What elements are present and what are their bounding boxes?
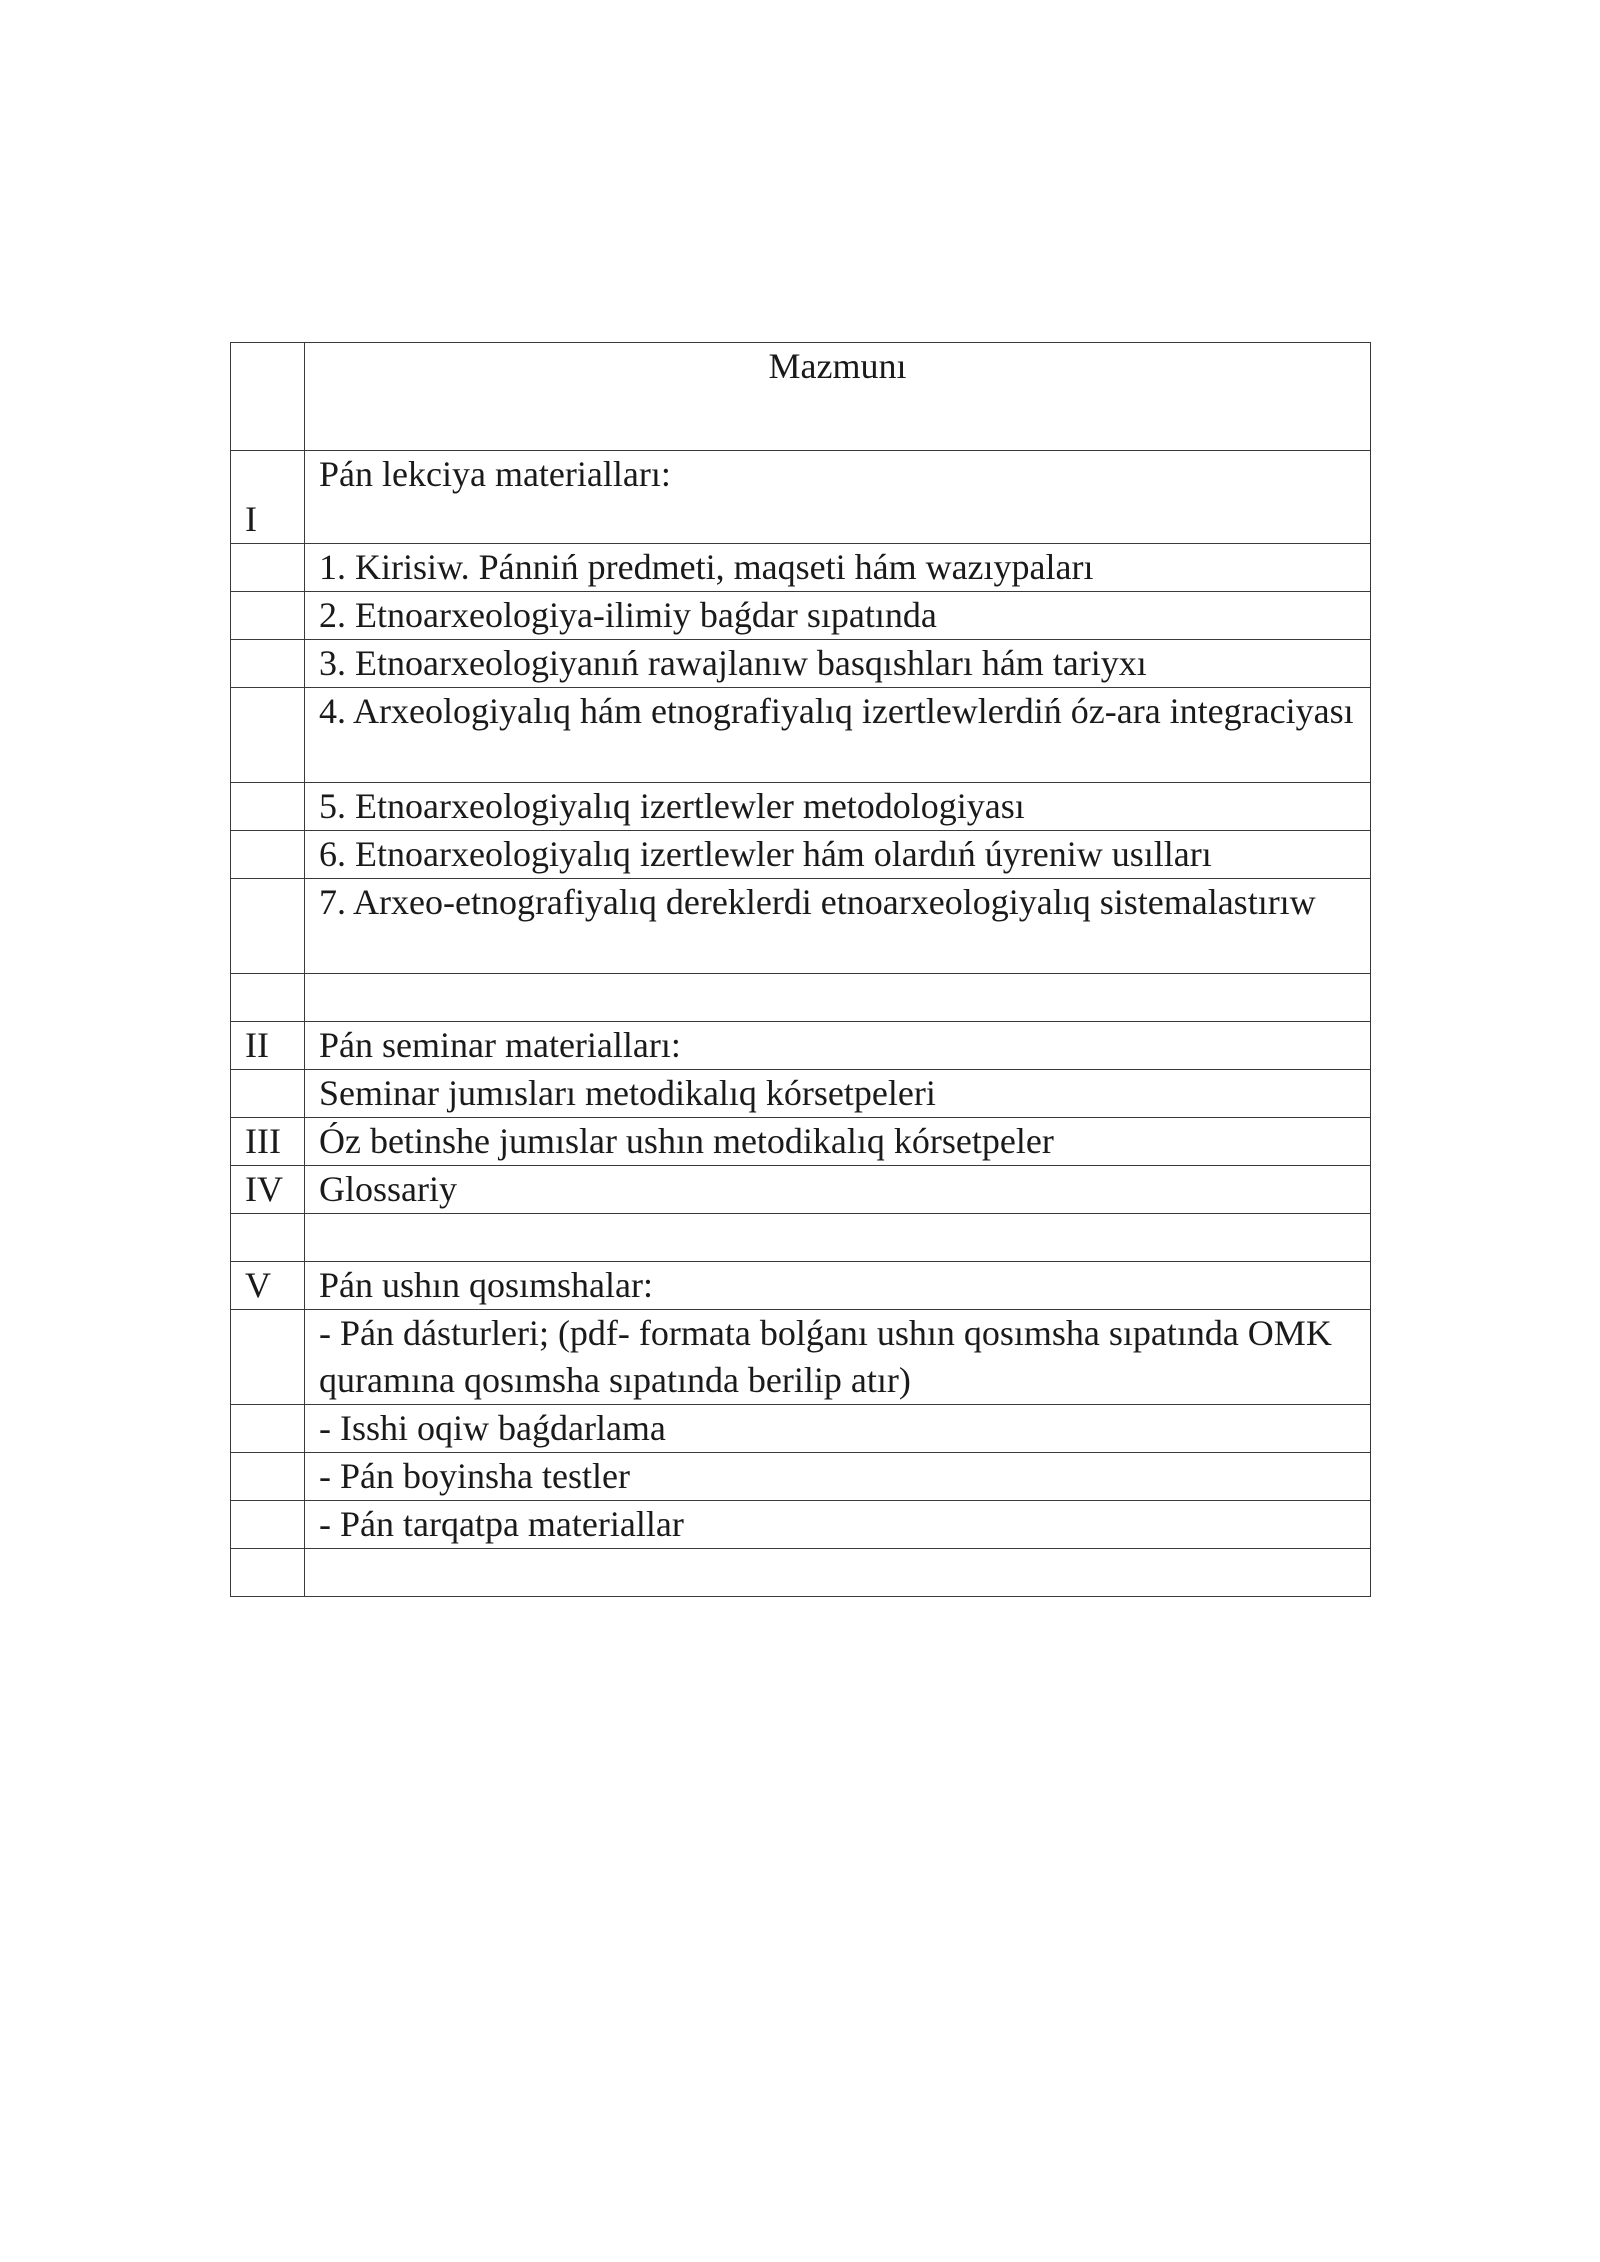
row-number: IV (231, 1166, 305, 1214)
row-number (231, 1214, 305, 1262)
row-number: V (231, 1262, 305, 1310)
row-text: 3. Etnoarxeologiyanıń rawajlanıw basqıshları hám tariyxı (305, 640, 1371, 688)
table-row (231, 1262, 1371, 1310)
row-text (305, 1214, 1371, 1262)
table-row (231, 1022, 1371, 1070)
row-number (231, 1310, 305, 1405)
row-number (231, 1405, 305, 1453)
row-text: - Pán boyinsha testler (305, 1453, 1371, 1501)
section-title: Pán seminar materialları: (305, 1022, 1371, 1070)
table-row (231, 640, 1371, 688)
table-row (231, 879, 1371, 974)
row-number (231, 974, 305, 1022)
row-text: - Isshi oqiw baǵdarlama (305, 1405, 1371, 1453)
row-text: 5. Etnoarxeologiyalıq izertlewler metodologiyası (305, 783, 1371, 831)
section-title: Pán lekciya materialları: (305, 451, 1371, 544)
row-number (231, 879, 305, 974)
table-row (231, 451, 1371, 544)
table-row (231, 544, 1371, 592)
section-title: Pán ushın qosımshalar: (305, 1262, 1371, 1310)
row-text (305, 1549, 1371, 1597)
row-text: 6. Etnoarxeologiyalıq izertlewler hám olardıń úyreniw usılları (305, 831, 1371, 879)
table-row-empty (231, 974, 1371, 1022)
table-row (231, 783, 1371, 831)
table-row (231, 1070, 1371, 1118)
row-number (231, 1501, 305, 1549)
table-row (231, 1405, 1371, 1453)
table-row (231, 688, 1371, 783)
table-row (231, 831, 1371, 879)
row-text: 2. Etnoarxeologiya-ilimiy baǵdar sıpatında (305, 592, 1371, 640)
row-number (231, 783, 305, 831)
row-text: - Pán dásturleri; (pdf- formata bolǵanı ushın qosımsha sıpatında OMK quramına qosımsha sıpatında berilip atır) (305, 1310, 1371, 1405)
row-number (231, 688, 305, 783)
row-text: Seminar jumısları metodikalıq kórsetpeleri (305, 1070, 1371, 1118)
table-row-empty (231, 1549, 1371, 1597)
table-header-row (231, 343, 1371, 451)
contents-table (230, 342, 1371, 1597)
row-number (231, 1549, 305, 1597)
table-row (231, 1310, 1371, 1405)
row-number: III (231, 1118, 305, 1166)
row-number (231, 544, 305, 592)
table-header-title: Mazmunı (305, 343, 1371, 451)
row-number: II (231, 1022, 305, 1070)
row-number (231, 1453, 305, 1501)
row-text: 4. Arxeologiyalıq hám etnografiyalıq izertlewlerdiń óz-ara integraciyası (305, 688, 1371, 783)
table-row (231, 1501, 1371, 1549)
section-title: Glossariy (305, 1166, 1371, 1214)
table-row (231, 592, 1371, 640)
row-text (305, 974, 1371, 1022)
table-row (231, 1166, 1371, 1214)
table-row-empty (231, 1214, 1371, 1262)
row-number (231, 640, 305, 688)
table-row (231, 1453, 1371, 1501)
row-number (231, 1070, 305, 1118)
row-number: I (231, 451, 305, 544)
row-number (231, 592, 305, 640)
row-text: - Pán tarqatpa materiallar (305, 1501, 1371, 1549)
table-row (231, 1118, 1371, 1166)
row-text: 1. Kirisiw. Pánniń predmeti, maqseti hám wazıypaları (305, 544, 1371, 592)
section-title: Óz betinshe jumıslar ushın metodikalıq kórsetpeler (305, 1118, 1371, 1166)
row-text: 7. Arxeo-etnografiyalıq dereklerdi etnoarxeologiyalıq sistemalastırıw (305, 879, 1371, 974)
row-number (231, 831, 305, 879)
header-number-cell (231, 343, 305, 451)
